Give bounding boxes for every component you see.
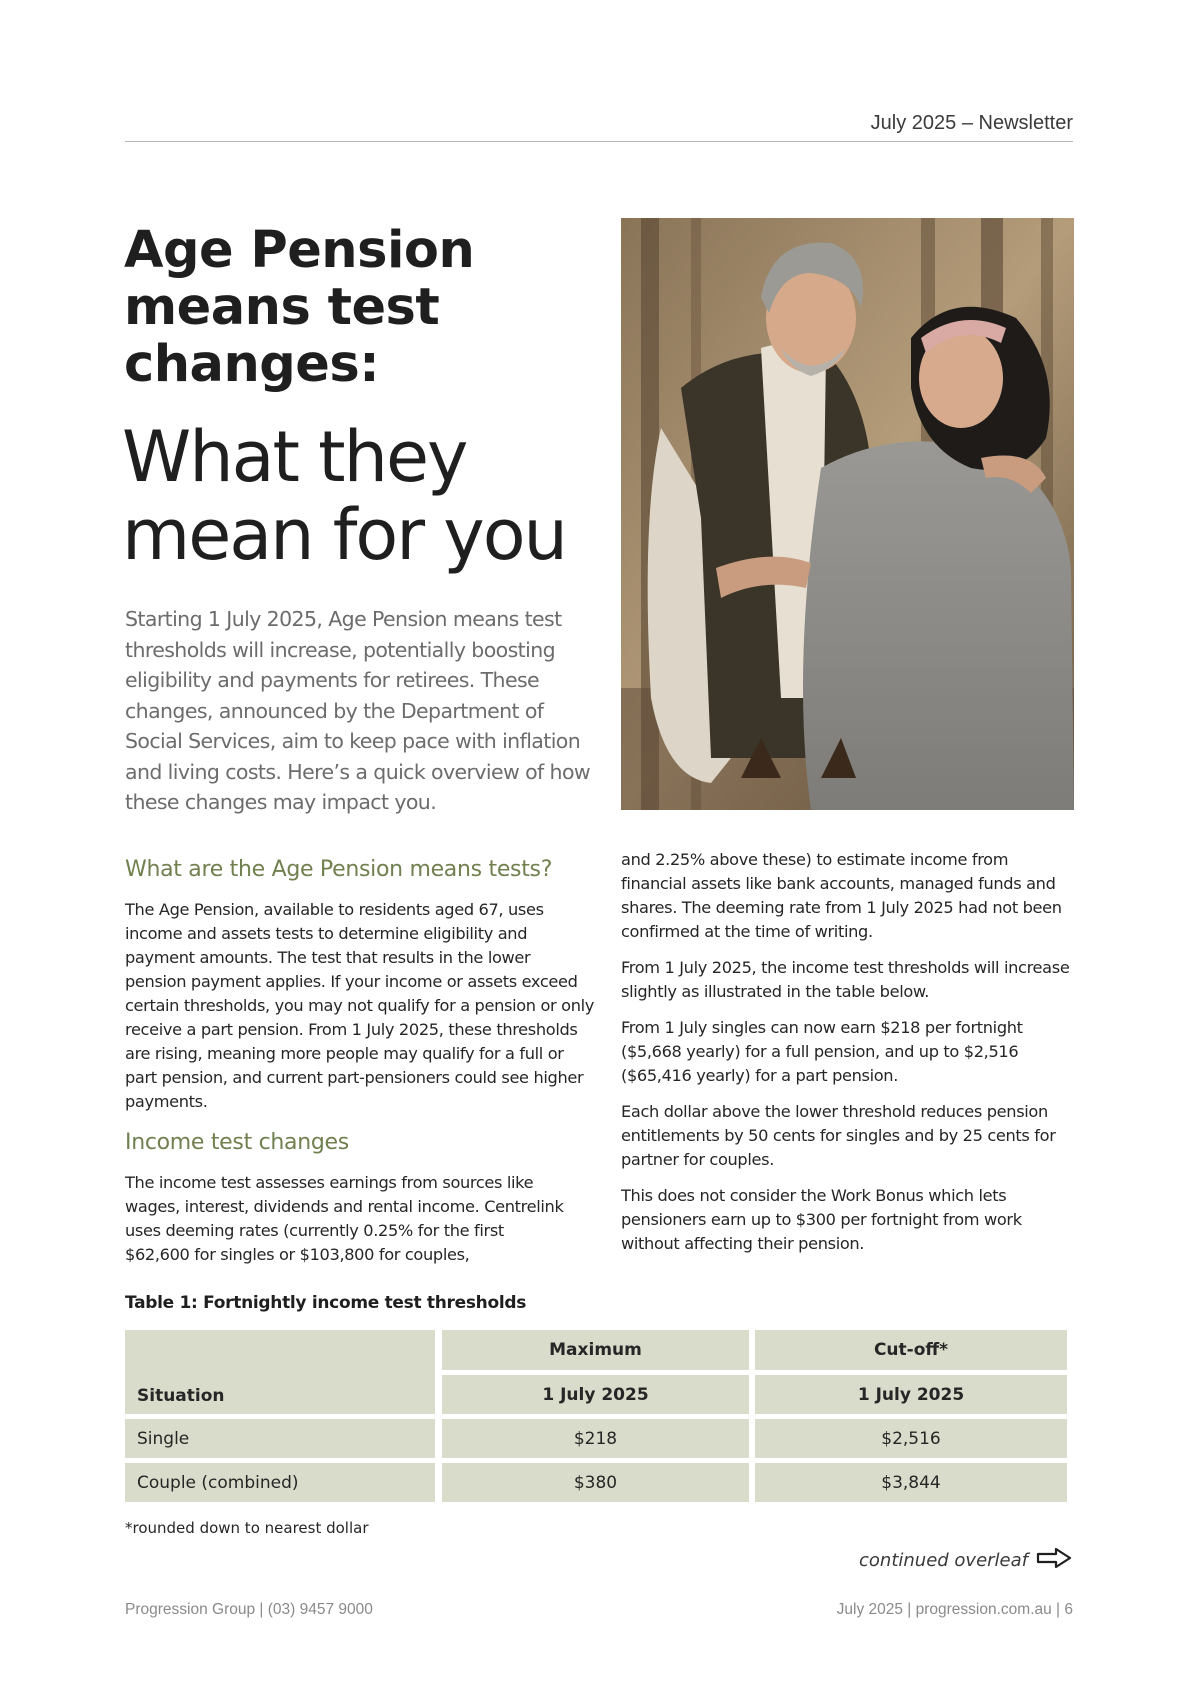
page-title: [124, 222, 604, 393]
paragraph: and 2.25% above these) to estimate income from financial assets like bank accounts, managed funds and shares. The deeming rate from 1 July 2025 had not been confirmed at the time of writing.: [621, 850, 1062, 941]
paragraph: From 1 July singles can now earn $218 per fortnight ($5,668 yearly) for a full pension, and up to $2,516 ($65,416 yearly) for a part pension.: [621, 1018, 1023, 1085]
footer-page-info: July 2025 | progression.com.au | 6: [836, 1601, 1073, 1618]
section-body-means-tests: The Age Pension, available to residents aged 67, uses income and assets tests to determine eligibility and payment amounts. The test that results in the lower pension payment applies. If your income or assets exceed certain thresholds, you may not qualify for a pension or only receive a part pension. From 1 July 2025, these thresholds are rising, meaning more people may qualify for a full or part pension, and current part-pensioners could see higher payments.: [125, 900, 594, 1111]
table-header-date-cutoff: 1 July 2025: [755, 1375, 1067, 1414]
header-divider: [125, 141, 1073, 142]
newsletter-header: July 2025 – Newsletter: [870, 112, 1073, 134]
table-header-cutoff: Cut-off*: [755, 1330, 1067, 1370]
title-line: Age Pension: [124, 221, 475, 280]
title-line: means test: [124, 278, 440, 337]
subtitle-line: What they: [122, 416, 467, 498]
table-cell-cutoff: $2,516: [755, 1419, 1067, 1458]
section-heading-income-test: Income test changes: [125, 1130, 349, 1155]
table-caption: Table 1: Fortnightly income test thresholds: [125, 1293, 527, 1313]
arrow-right-outline-icon: [1036, 1548, 1072, 1573]
table-cell-maximum: $380: [442, 1463, 749, 1502]
section-body-income-test: The income test assesses earnings from sources like wages, interest, dividends and rental income. Centrelink uses deeming rates (currently 0.25% for the first $62,600 for singles or $103,800 for couples,: [125, 1173, 564, 1264]
table-header-maximum: Maximum: [442, 1330, 749, 1370]
table-cell-situation: Couple (combined): [125, 1463, 435, 1502]
couple-photo: [621, 218, 1074, 810]
section-heading-means-tests: What are the Age Pension means tests?: [125, 857, 553, 882]
table-header-date-maximum: 1 July 2025: [442, 1375, 749, 1414]
intro-paragraph: Starting 1 July 2025, Age Pension means test thresholds will increase, potentially boosting eligibility and payments for retirees. These changes, announced by the Department of Social Services, aim to keep pace with inflation and living costs. Here’s a quick overview of how these changes may impact you.: [125, 607, 591, 814]
paragraph: From 1 July 2025, the income test thresholds will increase slightly as illustrated in the table below.: [621, 958, 1070, 1001]
page-subtitle: [122, 418, 612, 574]
paragraph: Each dollar above the lower threshold reduces pension entitlements by 50 cents for singles and by 25 cents for partner for couples.: [621, 1102, 1056, 1169]
table-cell-cutoff: $3,844: [755, 1463, 1067, 1502]
table-cell-situation: Single: [125, 1419, 435, 1458]
subtitle-line: mean for you: [122, 494, 566, 576]
table-cell-maximum: $218: [442, 1419, 749, 1458]
continued-overleaf: [859, 1548, 1072, 1573]
paragraph: This does not consider the Work Bonus which lets pensioners earn up to $300 per fortnight from work without affecting their pension.: [621, 1186, 1022, 1253]
right-column-text: [621, 848, 1073, 1268]
title-line: changes:: [124, 335, 380, 394]
continued-label: continued overleaf: [859, 1550, 1028, 1571]
table-header-situation: Situation: [125, 1330, 435, 1414]
table-footnote: *rounded down to nearest dollar: [125, 1519, 369, 1537]
footer-contact: Progression Group | (03) 9457 9000: [125, 1601, 373, 1618]
